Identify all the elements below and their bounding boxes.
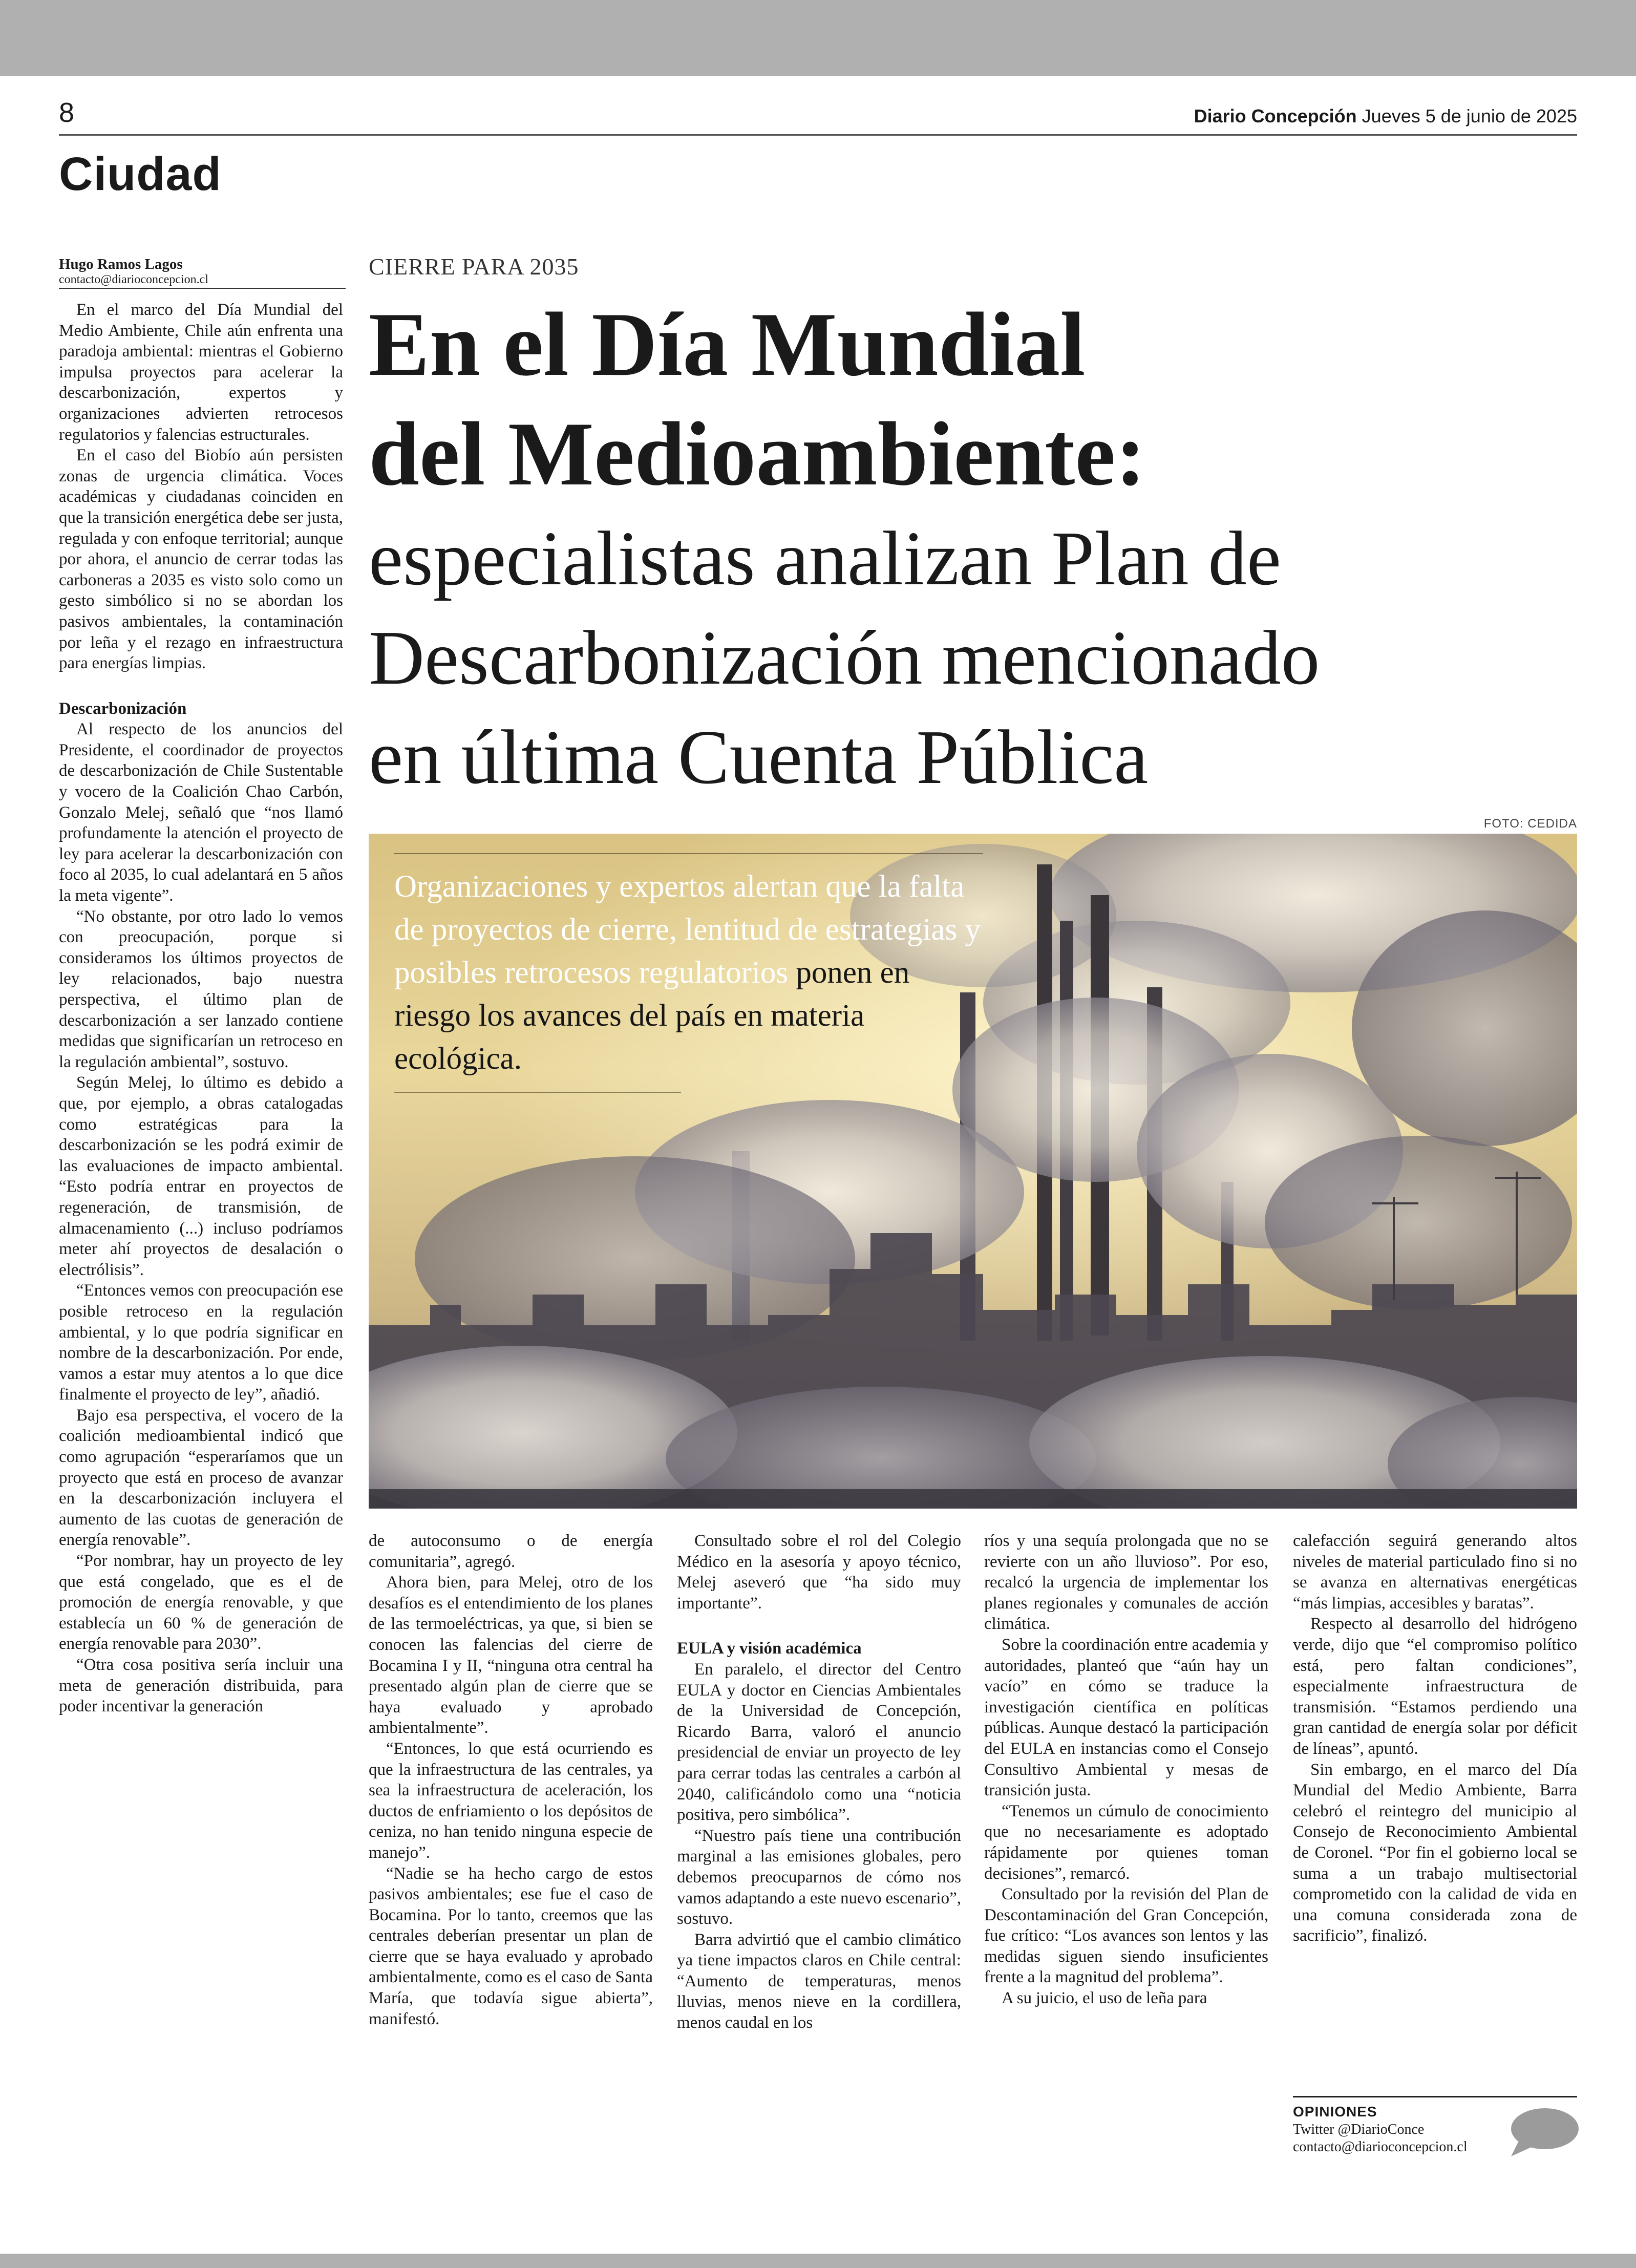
headline-line: Descarbonización mencionado xyxy=(369,614,1320,701)
paragraph: “No obstante, por otro lado lo vemos con preocupación, porque si consideramos los últimos proyectos de ley relacionados, bajo nuestra perspectiva, el último plan de descarbonización a ser lanzado contiene medidas que significarían un retroceso en la regulación ambiental”, sostuvo. xyxy=(59,907,343,1071)
paragraph: Barra advirtió que el cambio climático ya tiene impactos claros en Chile central: “Aumento de temperaturas, menos lluvias, menos nieve en la cordillera, menos caudal en los xyxy=(677,1930,961,2032)
paragraph: “Por nombrar, hay un proyecto de ley que está congelado, que es el de promoción de energía renovable, y que establecía un 60 % de generación de energía renovable para 2030”. xyxy=(59,1552,343,1654)
headline-line: del Medioambiente: xyxy=(369,403,1146,504)
photo-caption-overlay xyxy=(394,853,983,1093)
article-column-3 xyxy=(677,1531,961,2033)
caption-rule-top xyxy=(394,853,983,854)
speech-bubble-icon xyxy=(1508,2107,1580,2158)
article-column-2 xyxy=(369,1531,653,2029)
photo-caption xyxy=(394,865,983,1080)
photo-caption-light: Organizaciones y expertos alertan que la falta de proyectos de cierre, lentitud de estrategias y posibles retrocesos regulatorios xyxy=(394,870,981,990)
byline-author: Hugo Ramos Lagos xyxy=(59,256,183,272)
byline xyxy=(59,256,346,287)
bottom-gray-bar xyxy=(0,2254,1636,2268)
byline-rule xyxy=(59,288,346,289)
paragraph: Ahora bien, para Melej, otro de los desafíos es el entendimiento de los planes de las termoeléctricas, ya que, si bien se conocen las falencias del cierre de Bocamina I y II, “ninguna otra central ha presentado algún plan de cierre que se haya evaluado y aprobado ambientalmente”. xyxy=(369,1573,653,1737)
paragraph: calefacción seguirá generando altos niveles de material particulado fino si no se avanza en alternativas energéticas “más limpias, accesibles y baratas”. xyxy=(1293,1532,1577,1613)
paper-name: Diario Concepción xyxy=(1194,105,1357,126)
headline xyxy=(369,289,1587,807)
headline-line: en última Cuenta Pública xyxy=(369,714,1149,800)
headline-line: En el Día Mundial xyxy=(369,293,1086,395)
masthead xyxy=(1194,105,1577,128)
paragraph: En el caso del Biobío aún persisten zonas de urgencia climática. Voces académicas y ciudadanas coinciden en que la transición energética debe ser justa, regulada y con enfoque territorial; aunque por ahora, el anuncio de cerrar todas las carboneras a 2035 es visto solo como un gesto simbólico si no se abordan los pasivos ambientales, la contaminación por leña y el rezago en infraestructura para energías limpias. xyxy=(59,446,343,673)
paragraph: Consultado sobre el rol del Colegio Médico en la asesoría y apoyo técnico, Melej aseveró que “ha sido muy importante”. xyxy=(677,1532,961,1613)
headline-line: especialistas analizan Plan de xyxy=(369,515,1281,601)
caption-rule-bottom xyxy=(394,1092,681,1093)
opinions-rule xyxy=(1293,2096,1577,2097)
article-column-4 xyxy=(984,1531,1268,2009)
paragraph: ríos y una sequía prolongada que no se revierte con un año lluvioso”. Por eso, recalcó la urgencia de implementar los planes regionales y comunales de acción climática. xyxy=(984,1532,1268,1634)
industrial-smokestacks-photo xyxy=(369,834,1577,1509)
page-number: 8 xyxy=(59,97,75,128)
top-gray-bar xyxy=(0,0,1636,76)
byline-email: contacto@diarioconcepcion.cl xyxy=(59,273,208,286)
paragraph: Consultado por la revisión del Plan de Descontaminación del Gran Concepción, fue crítico: “Los avances son lentos y las medidas siguen siendo insuficientes frente a la magnitud del problema”. xyxy=(984,1885,1268,1987)
subheading-descarbonizacion: Descarbonización xyxy=(59,699,187,718)
paragraph: “Nuestro país tiene una contribución marginal a las emisiones globales, pero debemos preocuparnos de cómo nos vamos adaptando a este nuevo escenario”, sostuvo. xyxy=(677,1826,961,1928)
subheading-eula: EULA y visión académica xyxy=(677,1639,862,1658)
paragraph: Según Melej, lo último es debido a que, por ejemplo, a obras catalogadas como estratégicas para la descarbonización se les podrá eximir de las evaluaciones de impacto ambiental. “Esto podría entrar en proyectos de regeneración, de transmisión, de almacenamiento (...) incluso podríamos meter ahí proyectos de desalación o electrólisis”. xyxy=(59,1073,343,1279)
paragraph: Al respecto de los anuncios del Presidente, el coordinador de proyectos de descarbonización de Chile Sustentable y vocero de la Coalición Chao Carbón, Gonzalo Melej, señaló que “nos llamó profundamente la atención el proyecto de ley para acelerar la descarbonización con foco al 2035, lo cual adelantará en 5 años la meta vigente”. xyxy=(59,720,343,905)
article-column-1 xyxy=(59,300,343,1717)
paragraph: Bajo esa perspectiva, el vocero de la coalición medioambiental indicó que como agrupación “esperaríamos que un proyecto que está en proceso de avanzar en la descarbonización incluyera el aumento de las cuotas de generación de energía renovable”. xyxy=(59,1406,343,1550)
header-rule xyxy=(59,134,1577,136)
paragraph: Sobre la coordinación entre academia y autoridades, planteó que “aún hay un vacío” en cómo se traduce la investigación científica en políticas públicas. Aunque destacó la participación del EULA en instancias como el Consejo Consultivo Ambiental y mesas de transición justa. xyxy=(984,1635,1268,1800)
paragraph: “Tenemos un cúmulo de conocimiento que no necesariamente es adoptado rápidamente por quienes toman decisiones”, remarcó. xyxy=(984,1801,1268,1883)
photo-credit: FOTO: CEDIDA xyxy=(1483,817,1577,831)
section-title: Ciudad xyxy=(59,148,222,200)
paragraph: “Entonces, lo que está ocurriendo es que la infraestructura de las centrales, ya sea la infraestructura de aceleración, los ductos de enfriamiento o los depósitos de ceniza, no han tenido ninguna especie de manejo”. xyxy=(369,1739,653,1862)
article-column-5 xyxy=(1293,1531,1577,1946)
paragraph: “Entonces vemos con preocupación ese posible retroceso en la regulación ambiental, y lo que podría significar en nombre de la descarbonización. Por ende, vamos a estar muy atentos a lo que dice finalmente el proyecto de ley”, añadió. xyxy=(59,1281,343,1404)
paragraph: En el marco del Día Mundial del Medio Ambiente, Chile aún enfrenta una paradoja ambiental: mientras el Gobierno impulsa proyectos para acelerar la descarbonización, expertos y organizaciones advierten retrocesos regulatorios y falencias estructurales. xyxy=(59,301,343,444)
opinions-twitter[interactable]: Twitter @DiarioConce xyxy=(1293,2122,1425,2137)
opinions-label: OPINIONES xyxy=(1293,2104,1377,2119)
paragraph: En paralelo, el director del Centro EULA y doctor en Ciencias Ambientales de la Universidad de Concepción, Ricardo Barra, valoró el anuncio presidencial de enviar un proyecto de ley para cerrar todas las centrales a carbón al 2040, calificándolo como una “noticia positiva, pero simbólica”. xyxy=(677,1660,961,1825)
kicker: CIERRE PARA 2035 xyxy=(369,253,579,280)
photo-caption-dark: ponen en riesgo los avances del país en materia ecológica. xyxy=(394,956,910,1076)
issue-date: Jueves 5 de junio de 2025 xyxy=(1362,105,1577,126)
paragraph: Sin embargo, en el marco del Día Mundial del Medio Ambiente, Barra celebró el reintegro del municipio al Consejo de Reconocimiento Ambiental de Coronel. “Por fin el gobierno local se suma a un trabajo multisectorial comprometido con la calidad de vida en una comuna considerada zona de sacrificio”, finalizó. xyxy=(1293,1760,1577,1945)
paragraph: “Otra cosa positiva sería incluir una meta de generación distribuida, para poder incentivar la generación xyxy=(59,1656,343,1716)
opinions-email[interactable]: contacto@diarioconcepcion.cl xyxy=(1293,2139,1468,2155)
opinions-box xyxy=(1293,2096,1580,2156)
paragraph: Respecto al desarrollo del hidrógeno verde, dijo que “el compromiso político está, pero faltan condiciones”, especialmente infraestructura de transmisión. “Estamos perdiendo una gran cantidad de energía solar por déficit de líneas”, apuntó. xyxy=(1293,1615,1577,1758)
paragraph: de autoconsumo o de energía comunitaria”, agregó. xyxy=(369,1532,653,1571)
paragraph: “Nadie se ha hecho cargo de estos pasivos ambientales; ese fue el caso de Bocamina. Por lo tanto, creemos que las centrales deberían presentar un plan de cierre que se haya evaluado y aprobado ambientalmente, como es el caso de Santa María, que todavía sigue abierta”, manifestó. xyxy=(369,1864,653,2028)
paragraph: A su juicio, el uso de leña para xyxy=(1002,1989,1207,2008)
